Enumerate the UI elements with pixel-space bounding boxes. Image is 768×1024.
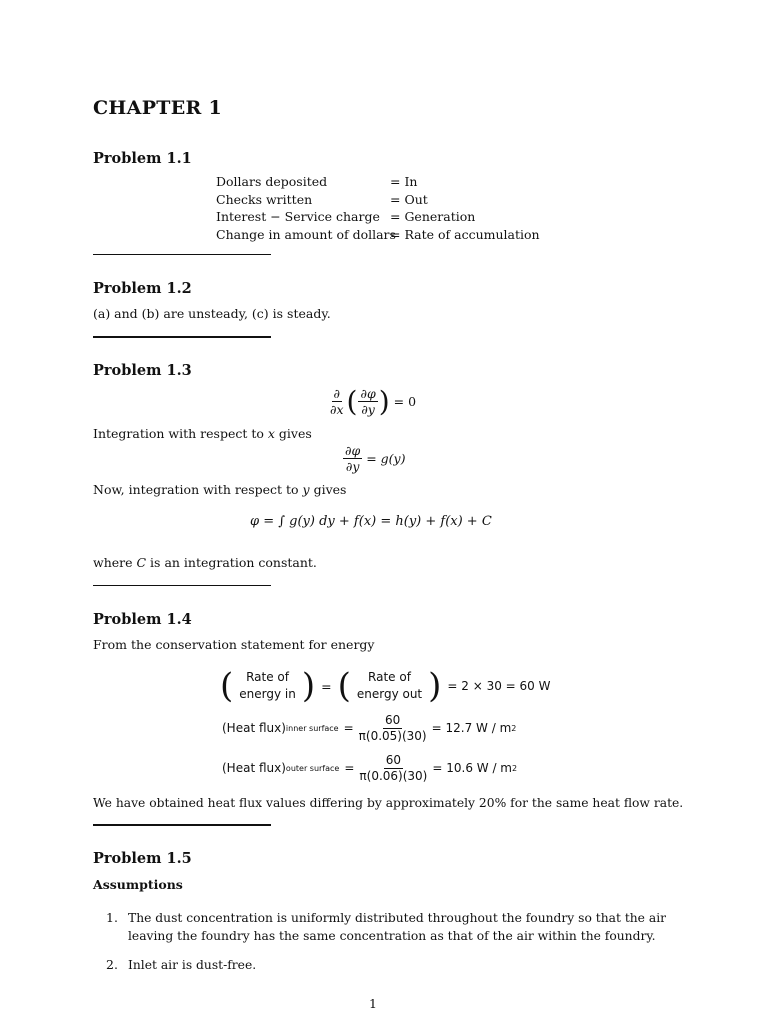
table-cell-right: = Rate of accumulation (390, 226, 540, 242)
heat-flux-outer-fraction: $\frac{60}{\pi(0.06)(30)}$ (359, 752, 428, 783)
section-divider (93, 254, 271, 255)
list-item-text: Inlet air is dust-free. (128, 958, 257, 972)
heat-flux-inner-fraction: $\frac{60}{\pi(0.05)(30)}$ (358, 712, 427, 743)
table-cell-left: Checks written (216, 191, 313, 207)
problem-1-5-title: Problem 1.5 (93, 850, 192, 867)
rate-energy-in: Rate of energy in (239, 670, 296, 701)
problem-1-2-text: (a) and (b) are unsteady, (c) is steady. (93, 306, 331, 321)
table-cell-left: Change in amount of dollars (216, 226, 396, 242)
table-cell-left: Interest − Service charge (216, 209, 380, 224)
chapter-heading: CHAPTER 1 (93, 97, 223, 119)
section-divider (93, 585, 271, 586)
heat-flux-inner-equation: (Heat flux) inner surface = $\frac{60}{\pi(0.05)(30)}$ = 12.7 W / m 2 (222, 712, 517, 743)
equation-2 (343, 440, 406, 476)
problem-1-2-title: Problem 1.2 (93, 280, 192, 297)
problem-1-4-text-2: We have obtained heat flux values differing by approximately 20% for the same heat flow rate. (93, 796, 684, 810)
problem-1-3-title: Problem 1.3 (93, 362, 192, 379)
problem-1-4-text-1: From the conservation statement for energy (93, 637, 375, 652)
list-item-text: The dust concentration is uniformly distributed throughout the foundry so that the air leaving the foundry has the same concentration as that of the air within the foundry. (128, 911, 667, 943)
rate-energy-out: Rate of energy out (356, 670, 423, 701)
list-item-number: 2. (106, 957, 118, 972)
table-cell-right: = In (390, 174, 418, 189)
equation-1-rhs: = 0 (393, 393, 417, 409)
table-cell-right: = Generation (390, 209, 476, 224)
problem-1-4-title: Problem 1.4 (93, 611, 192, 628)
partial-phi-y-fraction: $\frac{\partial\varphi}{\partial y}$ (345, 442, 361, 474)
problem-1-3-text-2: Now, integration with respect to y gives (93, 482, 347, 497)
list-item-number: 1. (106, 910, 118, 925)
energy-balance-equation: ( Rate of energy in ) = ( Rate of energy out ) = 2 × 30 = 60 W (220, 666, 551, 706)
section-divider (93, 336, 271, 338)
assumptions-heading: Assumptions (93, 877, 183, 892)
table-cell-left: Dollars deposited (216, 174, 328, 189)
section-divider (93, 824, 271, 826)
equation-3: φ = ∫ g(y) dy + f(x) = h(y) + f(x) + C (250, 514, 492, 529)
partial-x-fraction: $\frac{\partial}{\partial x}$ (330, 385, 344, 417)
table-cell-right: = Out (390, 191, 428, 207)
problem-1-3-text-3: where C is an integration constant. (93, 555, 317, 570)
page-number: 1 (369, 996, 377, 1011)
partial-phi-y-fraction: $\frac{\partial\varphi}{\partial y}$ (360, 385, 376, 417)
problem-1-1-table (216, 173, 556, 245)
problem-1-3-text-1: Integration with respect to x gives (93, 426, 312, 441)
problem-1-1-title: Problem 1.1 (93, 150, 192, 167)
heat-flux-outer-equation: (Heat flux) outer surface = $\frac{60}{\pi(0.06)(30)}$ = 10.6 W / m 2 (222, 752, 518, 783)
energy-result: = 2 × 30 = 60 W (447, 679, 551, 693)
equation-2-rhs: = g(y) (366, 450, 406, 466)
equation-1: $\frac{\partial}{\partial x}$ ( $\frac{\partial\varphi}{\partial y}$ ) = 0 (330, 384, 417, 418)
